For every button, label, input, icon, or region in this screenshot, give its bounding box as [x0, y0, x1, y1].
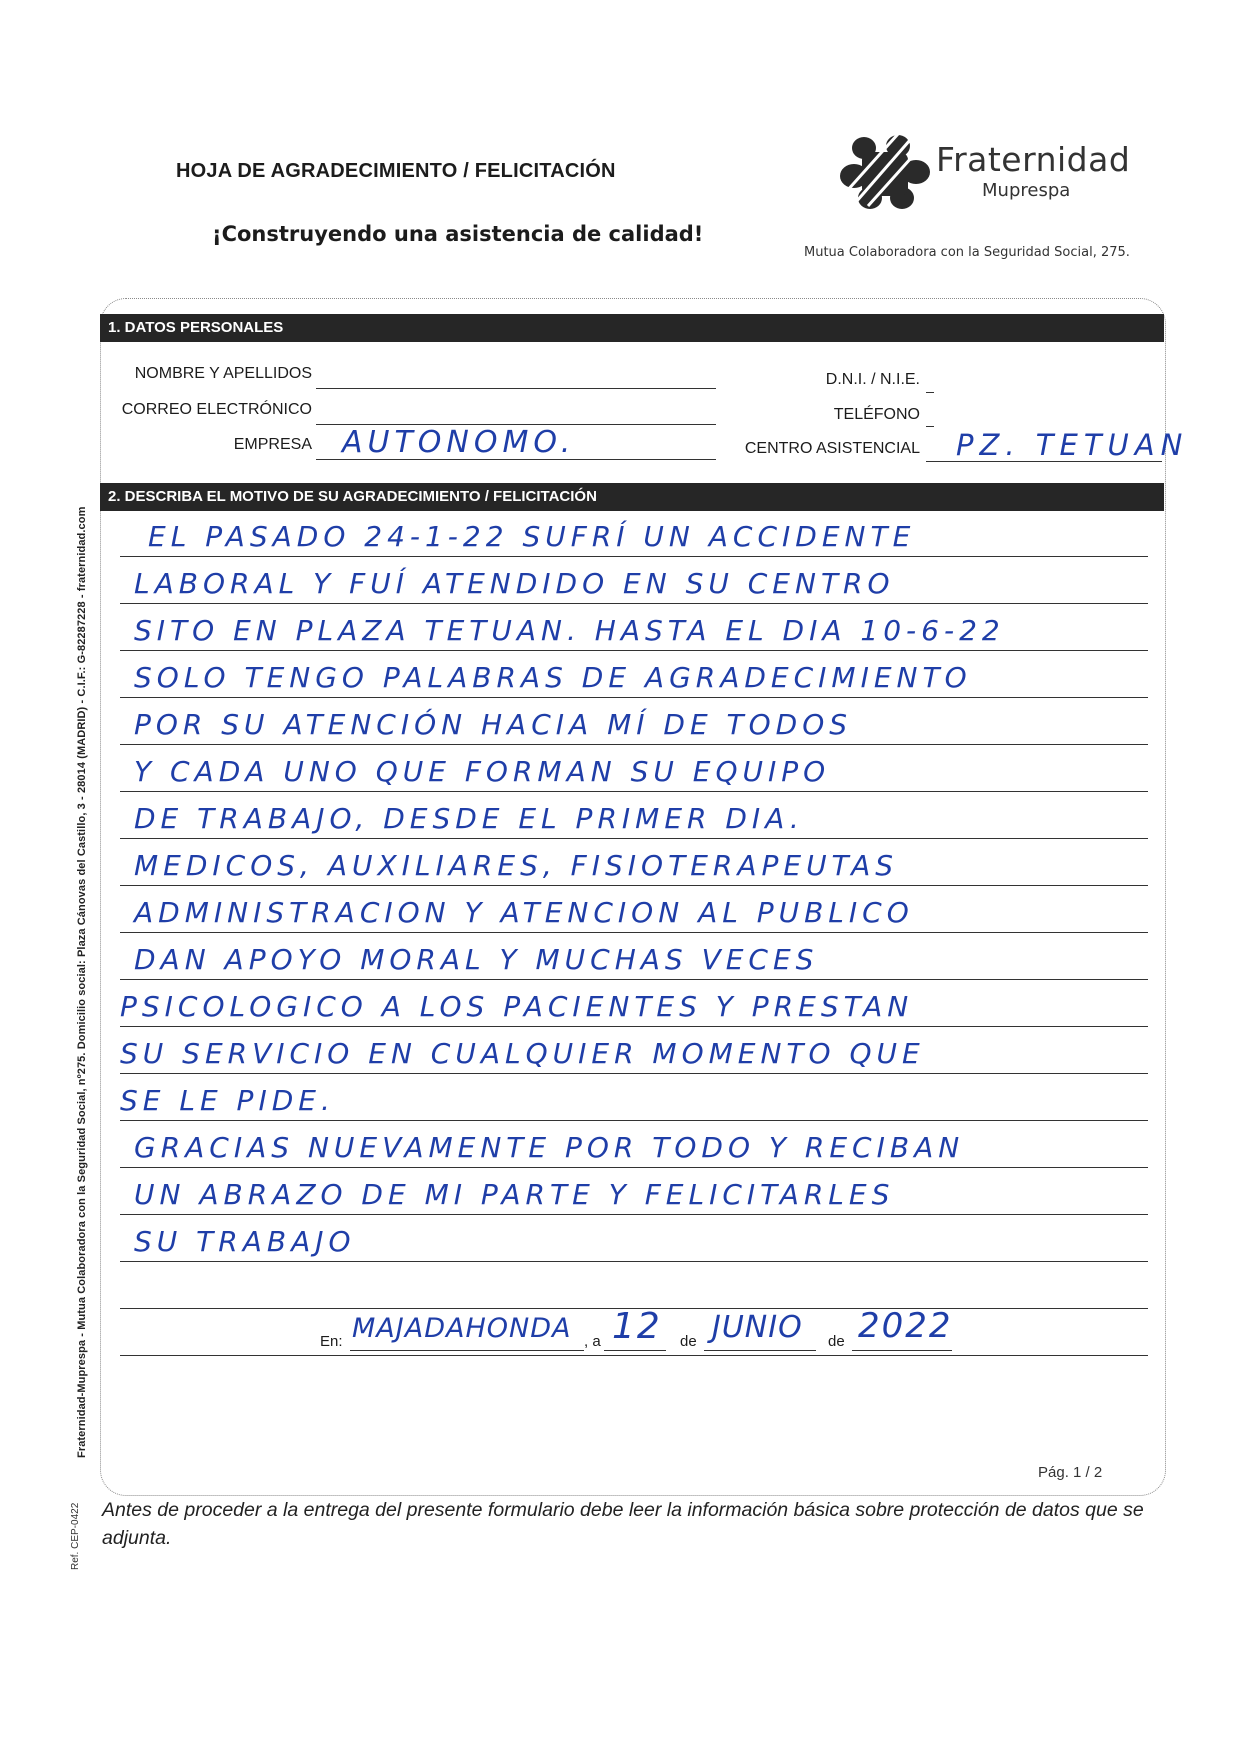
handwritten-line: SITO EN PLAZA TETUAN. HASTA EL DIA 10-6-22: [134, 614, 1005, 647]
dni-field[interactable]: [926, 392, 934, 393]
correo-label: CORREO ELECTRÓNICO: [121, 401, 312, 418]
fraternidad-logo-icon: [836, 132, 932, 212]
section-motive-header: 2. DESCRIBA EL MOTIVO DE SU AGRADECIMIENTO / FELICITACIÓN: [100, 483, 1164, 511]
ruled-line: [120, 1120, 1148, 1121]
logo-subname: Muprespa: [982, 180, 1071, 201]
ruled-line: [120, 1167, 1148, 1168]
handwritten-line: POR SU ATENCIÓN HACIA MÍ DE TODOS: [134, 708, 853, 741]
data-protection-notice: Antes de proceder a la entrega del presente formulario debe leer la información básica sobre protección de datos que se adjunta.: [102, 1499, 1144, 1549]
ruled-line: [120, 556, 1148, 557]
handwritten-line: GRACIAS NUEVAMENTE POR TODO Y RECIBAN: [134, 1131, 965, 1164]
document-subtitle: ¡Construyendo una asistencia de calidad!: [212, 222, 704, 246]
mutua-text: Mutua Colaboradora con la Seguridad Social, 275.: [804, 245, 1130, 260]
year-field[interactable]: [852, 1350, 952, 1351]
day-field[interactable]: [604, 1350, 666, 1351]
dni-label: D.N.I. / N.I.E.: [825, 371, 920, 388]
handwritten-line: UN ABRAZO DE MI PARTE Y FELICITARLES: [134, 1178, 895, 1211]
section-personal-data-header: 1. DATOS PERSONALES: [100, 314, 1164, 342]
ruled-line: [120, 744, 1148, 745]
ruled-line: [120, 791, 1148, 792]
side-legal-text: Fraternidad-Muprespa - Mutua Colaboradora con la Seguridad Social, nº275. Domicilio social: Plaza Cánovas del Castillo, 3 - 28014 (MADRID) - C.I.F.: G-82287228 - fraternidad.com: [76, 506, 88, 1458]
ruled-line: [120, 1355, 1148, 1356]
document-title: HOJA DE AGRADECIMIENTO / FELICITACIÓN: [176, 160, 616, 182]
handwritten-line: PSICOLOGICO A LOS PACIENTES Y PRESTAN: [120, 990, 914, 1023]
logo-name: Fraternidad: [936, 140, 1131, 179]
handwritten-line: EL PASADO 24-1-22 SUFRÍ UN ACCIDENTE: [148, 520, 916, 553]
handwritten-line: MEDICOS, AUXILIARES, FISIOTERAPEUTAS: [134, 849, 899, 882]
empresa-label: EMPRESA: [233, 436, 312, 453]
ruled-line: [120, 1026, 1148, 1027]
handwritten-line: SE LE PIDE.: [120, 1084, 335, 1117]
handwritten-line: LABORAL Y FUÍ ATENDIDO EN SU CENTRO: [134, 567, 895, 600]
handwritten-line: SOLO TENGO PALABRAS DE AGRADECIMIENTO: [134, 661, 972, 694]
de-label-2: de: [828, 1333, 845, 1350]
ruled-line: [120, 1073, 1148, 1074]
year-value: 2022: [858, 1306, 953, 1346]
handwritten-line: DE TRABAJO, DESDE EL PRIMER DIA.: [134, 802, 804, 835]
centro-label: CENTRO ASISTENCIAL: [744, 440, 920, 457]
de-label-1: de: [680, 1333, 697, 1350]
nombre-field[interactable]: [316, 388, 716, 389]
ruled-line: [120, 838, 1148, 839]
handwritten-line: SU TRABAJO: [134, 1225, 356, 1258]
nombre-label: NOMBRE Y APELLIDOS: [134, 365, 312, 382]
day-value: 12: [612, 1306, 662, 1347]
ruled-line: [120, 650, 1148, 651]
ruled-line: [120, 885, 1148, 886]
ruled-line: [120, 697, 1148, 698]
ruled-line: [120, 1261, 1148, 1262]
ruled-line: [120, 932, 1148, 933]
a-label: , a: [584, 1333, 601, 1350]
place-value: MAJADAHONDA: [352, 1313, 572, 1344]
page-number: Pág. 1 / 2: [1038, 1464, 1103, 1481]
handwritten-line: Y CADA UNO QUE FORMAN SU EQUIPO: [134, 755, 831, 788]
empresa-value: AUTONOMO.: [342, 425, 576, 460]
centro-value: PZ. TETUAN: [956, 428, 1189, 462]
month-value: JUNIO: [712, 1310, 803, 1345]
ruled-line: [120, 979, 1148, 980]
telefono-field[interactable]: [926, 426, 934, 427]
reference-code: Ref. CEP-0422: [70, 1502, 81, 1570]
ruled-line: [120, 603, 1148, 604]
place-field[interactable]: [350, 1350, 584, 1351]
month-field[interactable]: [704, 1350, 816, 1351]
handwritten-line: ADMINISTRACION Y ATENCION AL PUBLICO: [134, 896, 914, 929]
en-label: En:: [320, 1333, 343, 1350]
handwritten-line: SU SERVICIO EN CUALQUIER MOMENTO QUE: [120, 1037, 925, 1070]
ruled-line: [120, 1214, 1148, 1215]
handwritten-line: DAN APOYO MORAL Y MUCHAS VECES: [134, 943, 819, 976]
telefono-label: TELÉFONO: [833, 406, 920, 423]
